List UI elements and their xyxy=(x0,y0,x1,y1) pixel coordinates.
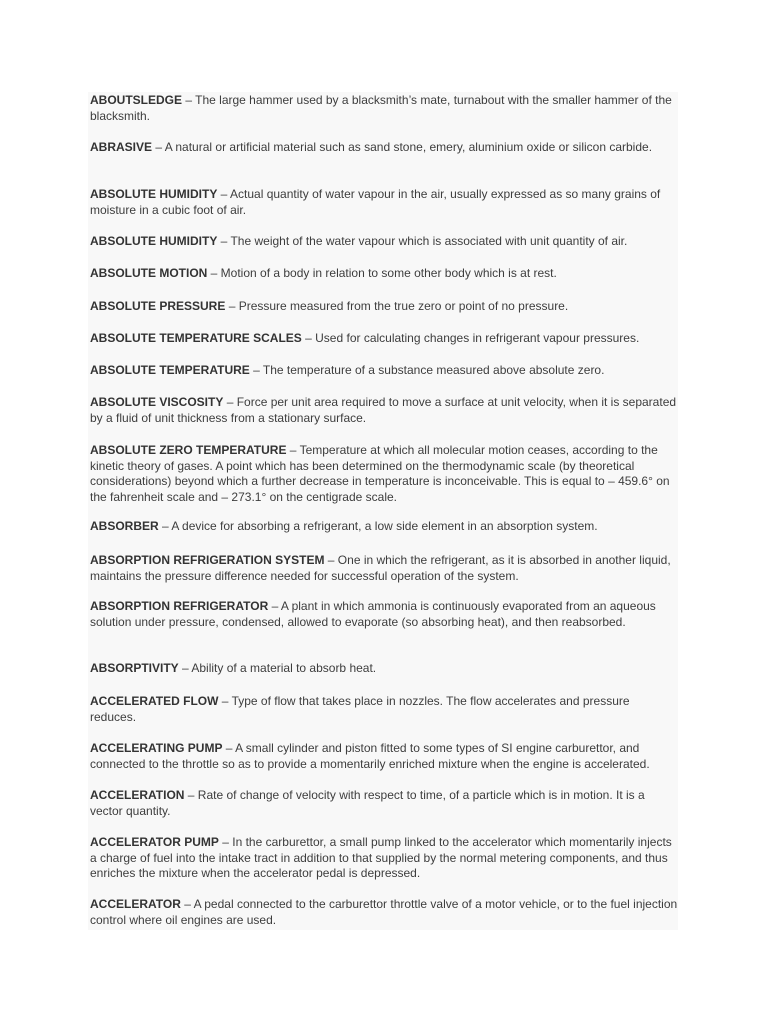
glossary-entry xyxy=(90,897,678,928)
entry-term: ABSOLUTE HUMIDITY xyxy=(90,187,218,201)
entry-definition: – Temperature at which all molecular motion ceases, according to the kinetic theory of gases. A point which has been determined on the thermodynamic scale (by theoretical considerations) beyond which a further decrease in temperature is inconceivable. This is equal to – 459.6° on the fahrenheit scale and – 273.1° on the centigrade scale. xyxy=(90,443,670,504)
entry-definition: – Rate of change of velocity with respect to time, of a particle which is in motion. It is a vector quantity. xyxy=(90,788,645,818)
entry-term: ACCELERATION xyxy=(90,788,185,802)
entry-definition: – Type of flow that takes place in nozzles. The flow accelerates and pressure reduces. xyxy=(90,694,630,724)
entry-definition: – Actual quantity of water vapour in the air, usually expressed as so many grains of moisture in a cubic foot of air. xyxy=(90,187,661,217)
glossary-entry xyxy=(90,788,678,819)
entry-term: ABSORPTIVITY xyxy=(90,661,179,675)
entry-term: ABRASIVE xyxy=(90,140,153,154)
glossary-entry xyxy=(90,299,678,315)
entry-term: ABSOLUTE TEMPERATURE SCALES xyxy=(90,331,302,345)
entry-term: ACCELERATOR xyxy=(90,897,181,911)
glossary-entry xyxy=(90,331,678,347)
glossary-entry xyxy=(90,266,678,282)
glossary-entry xyxy=(90,519,678,535)
glossary-entry xyxy=(90,93,678,124)
glossary-entry xyxy=(90,363,678,379)
glossary-entry xyxy=(90,661,678,677)
entry-term: ABSOLUTE TEMPERATURE xyxy=(90,363,250,377)
entry-definition: – A plant in which ammonia is continuously evaporated from an aqueous solution under pressure, condensed, allowed to evaporate (so absorbing heat), and then reabsorbed. xyxy=(90,599,656,629)
entry-definition: – Ability of a material to absorb heat. xyxy=(178,661,377,675)
entry-definition: – The weight of the water vapour which is associated with unit quantity of air. xyxy=(217,234,628,248)
glossary-entry xyxy=(90,187,678,218)
entry-term: ACCELERATING PUMP xyxy=(90,741,223,755)
glossary-entry xyxy=(90,599,678,630)
glossary-entry xyxy=(90,140,678,156)
entry-definition: – Pressure measured from the true zero or point of no pressure. xyxy=(225,299,569,313)
entry-definition: – A natural or artificial material such as sand stone, emery, aluminium oxide or silicon carbide. xyxy=(152,140,653,154)
glossary-page xyxy=(88,92,678,930)
entry-definition: – The large hammer used by a blacksmith’s mate, turnabout with the smaller hammer of the blacksmith. xyxy=(90,93,672,123)
entry-definition: – A pedal connected to the carburettor throttle valve of a motor vehicle, or to the fuel injection control where oil engines are used. xyxy=(90,897,678,927)
entry-definition: – One in which the refrigerant, as it is absorbed in another liquid, maintains the pressure difference needed for successful operation of the system. xyxy=(90,553,671,583)
glossary-entry xyxy=(90,553,678,584)
glossary-entry xyxy=(90,443,678,505)
glossary-entry xyxy=(90,234,678,250)
entry-definition: – A small cylinder and piston fitted to some types of SI engine carburettor, and connected to the throttle so as to provide a momentarily enriched mixture when the engine is accelerated. xyxy=(90,741,650,771)
entry-definition: – The temperature of a substance measured above absolute zero. xyxy=(249,363,605,377)
entry-term: ABSOLUTE ZERO TEMPERATURE xyxy=(90,443,287,457)
glossary-entry xyxy=(90,395,678,426)
entry-definition: – Used for calculating changes in refrigerant vapour pressures. xyxy=(301,331,640,345)
entry-definition: – A device for absorbing a refrigerant, a low side element in an absorption system. xyxy=(158,519,598,533)
entry-definition: – Motion of a body in relation to some other body which is at rest. xyxy=(207,266,557,280)
glossary-entry xyxy=(90,835,678,882)
entry-term: ABOUTSLEDGE xyxy=(90,93,183,107)
entry-term: ABSOLUTE MOTION xyxy=(90,266,208,280)
entry-term: ABSOLUTE HUMIDITY xyxy=(90,234,218,248)
glossary-entry xyxy=(90,741,678,772)
entry-term: ABSOLUTE PRESSURE xyxy=(90,299,226,313)
entry-term: ABSORBER xyxy=(90,519,159,533)
entry-definition: – Force per unit area required to move a surface at unit velocity, when it is separated by a fluid of unit thickness from a stationary surface. xyxy=(90,395,677,425)
entry-term: ABSORPTION REFRIGERATOR xyxy=(90,599,269,613)
entry-definition: – In the carburettor, a small pump linked to the accelerator which momentarily injects a charge of fuel into the intake tract in addition to that supplied by the normal metering components, and thus enriches the mixture when the accelerator pedal is depressed. xyxy=(90,835,672,880)
entry-term: ACCELERATED FLOW xyxy=(90,694,219,708)
entry-term: ACCELERATOR PUMP xyxy=(90,835,219,849)
entry-term: ABSORPTION REFRIGERATION SYSTEM xyxy=(90,553,325,567)
glossary-entry xyxy=(90,694,678,725)
entry-term: ABSOLUTE VISCOSITY xyxy=(90,395,224,409)
